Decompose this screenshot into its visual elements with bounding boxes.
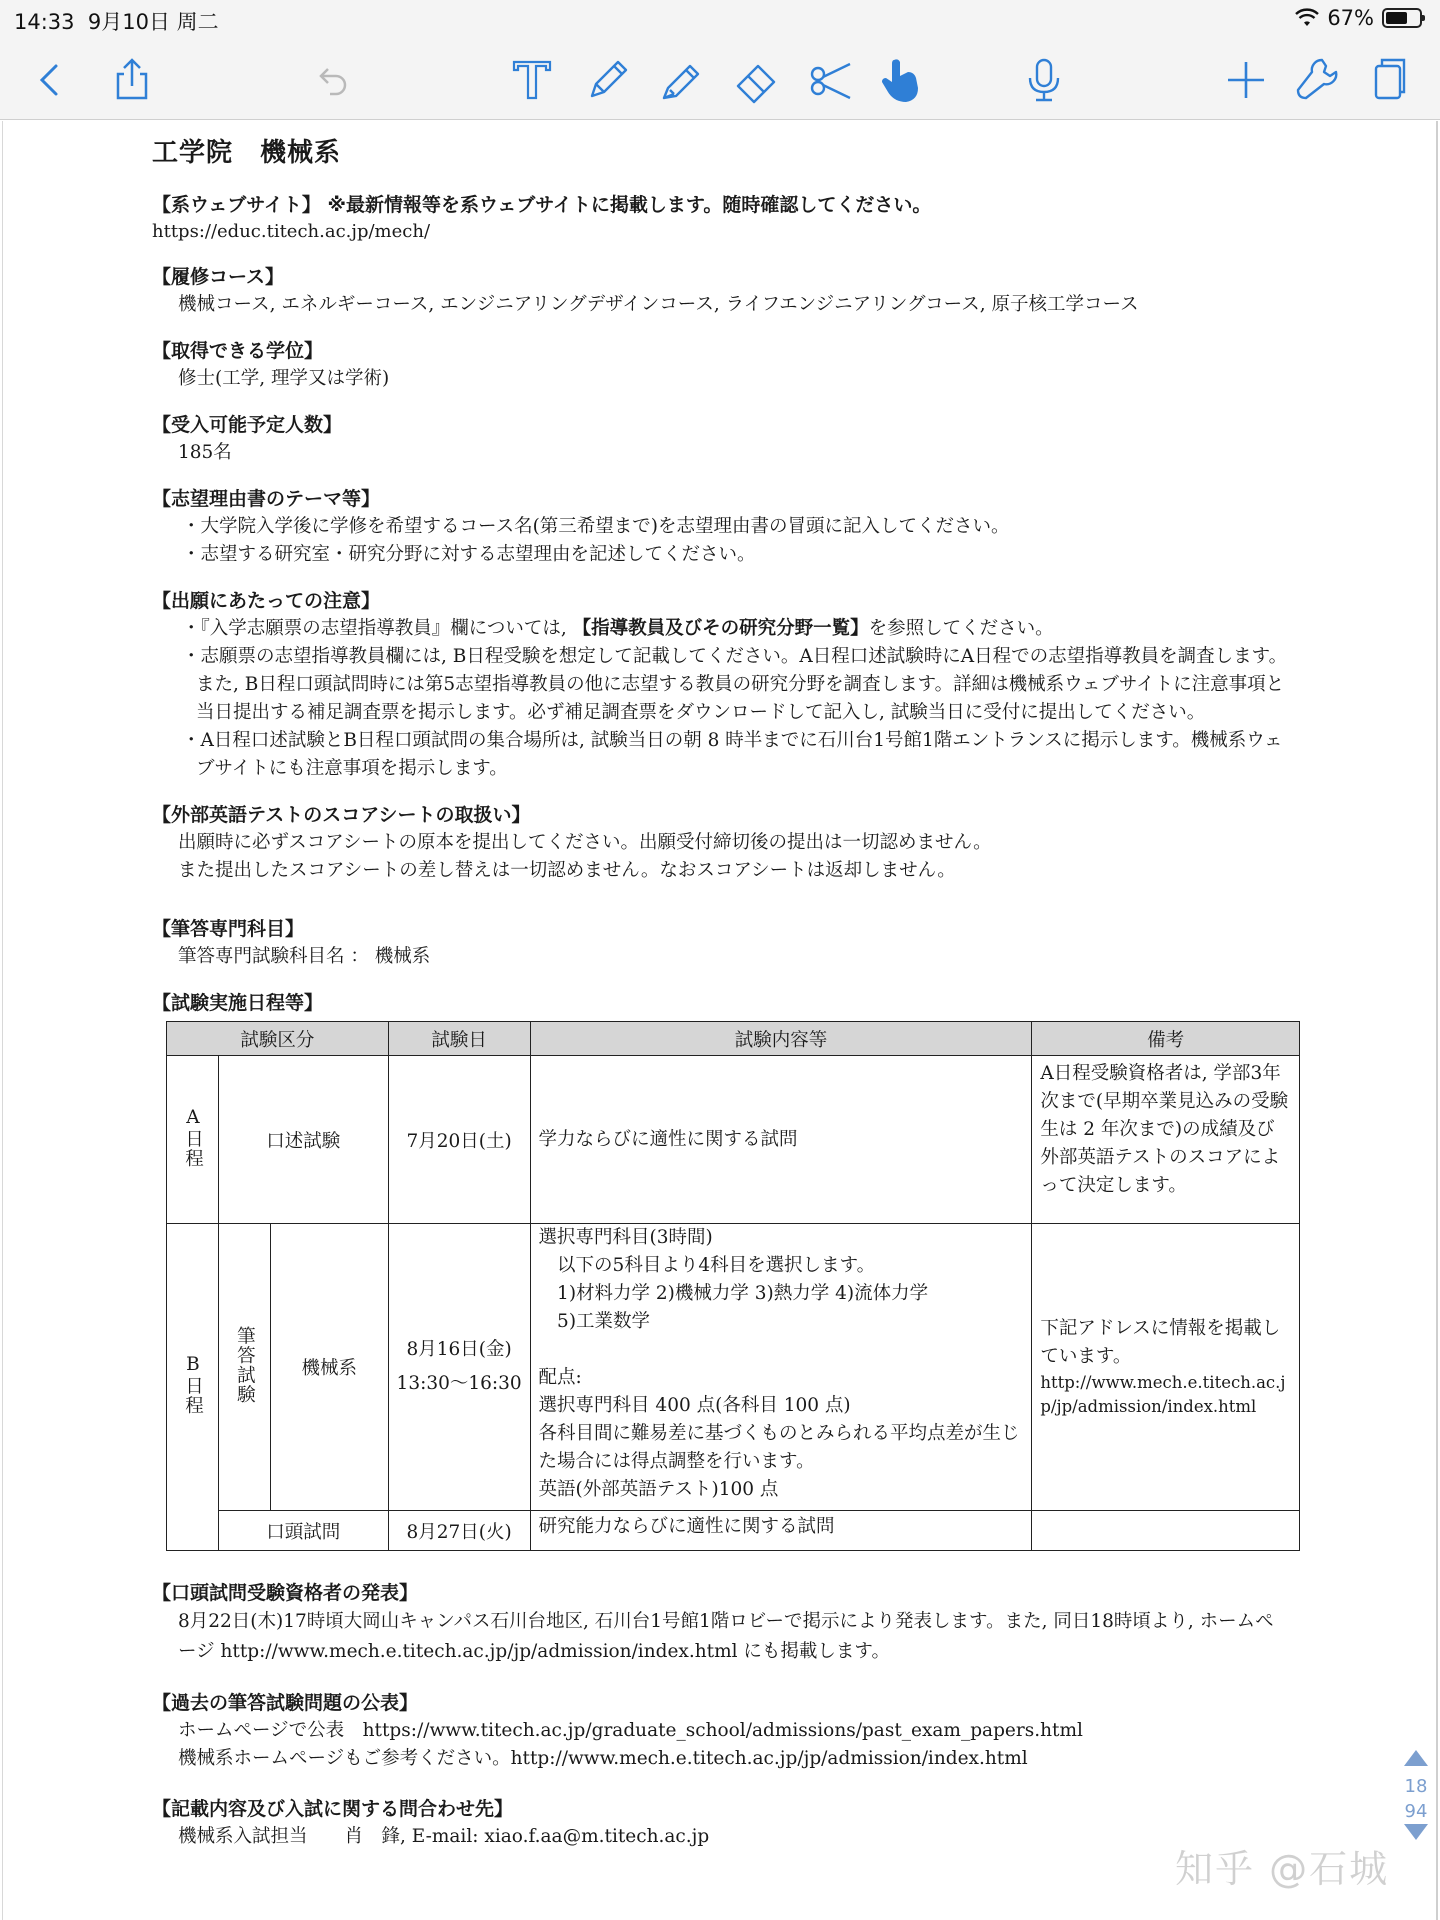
undo-icon[interactable] bbox=[300, 48, 364, 112]
section-heading: 【志望理由書のテーマ等】 bbox=[152, 488, 381, 510]
section-written bbox=[152, 915, 1292, 971]
table-cell bbox=[1032, 1511, 1300, 1551]
list-item: ・志願票の志望指導教員欄には, B日程受験を想定して記載してください。A日程口述試験時にA日程での志望指導教員を調査します。また, B日程口頭試問時には第5志望指導教員の他に志望する教員の研究分野を調査します。詳細は機械系ウェブサイトに注意事項と当日提出する補足調査票を掲示します。必ず補足調査票をダウンロードして記入し, 試験当日に受付に提出してください。 bbox=[182, 646, 1288, 723]
section-courses bbox=[152, 263, 1292, 319]
hand-icon[interactable] bbox=[868, 48, 932, 112]
wifi-icon bbox=[1295, 8, 1319, 28]
bold-reference: 【指導教員及びその研究分野一覧】 bbox=[572, 618, 869, 639]
table-cell: 筆答試験 bbox=[218, 1224, 270, 1511]
text-tool-icon[interactable] bbox=[500, 48, 564, 112]
page-edge-left bbox=[2, 121, 3, 1920]
battery-percent: 67% bbox=[1327, 6, 1374, 30]
section-schedule bbox=[152, 989, 1292, 1551]
watermark: 知乎 @石城 bbox=[1175, 1847, 1390, 1891]
page-indicator[interactable] bbox=[1398, 1750, 1434, 1840]
column-header: 試験内容等 bbox=[530, 1022, 1032, 1056]
table-cell: 学力ならびに適性に関する試問 bbox=[530, 1056, 1032, 1224]
eraser-icon[interactable] bbox=[724, 48, 788, 112]
table-cell: A日程受験資格者は, 学部3年次まで(早期卒業見込みの受験生は 2 年次まで)の成績及び外部英語テストのスコアによって決定します。 bbox=[1032, 1056, 1300, 1224]
column-header: 試験区分 bbox=[167, 1022, 389, 1056]
highlighter-icon[interactable] bbox=[650, 48, 714, 112]
section-website bbox=[152, 191, 1292, 245]
section-text: 機械系入試担当 肖 鋒, E-mail: xiao.f.aa@m.titech.ac.jp bbox=[178, 1826, 710, 1847]
section-past bbox=[152, 1689, 1292, 1773]
section-heading: 【口頭試問受験資格者の発表】 bbox=[152, 1582, 419, 1604]
page-title: 工学院 機械系 bbox=[152, 138, 342, 168]
table-cell: 口述試験 bbox=[218, 1056, 388, 1224]
microphone-icon[interactable] bbox=[1012, 48, 1076, 112]
note-url[interactable]: http://www.mech.e.titech.ac.jp/jp/admission/index.html bbox=[1040, 1373, 1286, 1416]
section-text: 機械系ホームページもご参考ください。http://www.mech.e.titech.ac.jp/jp/admission/index.html bbox=[178, 1748, 1028, 1769]
share-icon[interactable] bbox=[100, 48, 164, 112]
section-heading: 【記載内容及び入試に関する問合わせ先】 bbox=[152, 1798, 514, 1820]
schedule-table bbox=[166, 1021, 1300, 1551]
section-degree bbox=[152, 337, 1292, 393]
section-text: 修士(工学, 理学又は学術) bbox=[178, 368, 390, 389]
table-cell: 選択専門科目(3時間) 以下の5科目より4科目を選択します。 1)材料力学 2)機械力学 3)熱力学 4)流体力学 5)工業数学 配点: 選択専門科目 400 点(各科目 100 点) 各科目間に難易差に基づくものとみられる平均点差が生じた場合には得点調整を行います。 英語(外部英語テスト)100 点 bbox=[530, 1224, 1032, 1511]
section-text: また提出したスコアシートの差し替えは一切認めません。なおスコアシートは返却しません。 bbox=[178, 860, 956, 881]
section-text: 8月22日(木)17時頃大岡山キャンパス石川台地区, 石川台1号館1階ロビーで掲示により発表します。また, 同日18時頃より, ホームページ http://www.mech.e.titech.ac.jp/jp/admission/index.html にも掲載します。 bbox=[178, 1611, 1274, 1662]
battery-icon bbox=[1382, 8, 1422, 28]
add-icon[interactable] bbox=[1214, 48, 1278, 112]
table-cell: 8月27日(火) bbox=[388, 1511, 530, 1551]
pen-icon[interactable] bbox=[576, 48, 640, 112]
table-row bbox=[167, 1224, 1300, 1511]
section-text: 筆答専門試験科目名 ： 機械系 bbox=[178, 946, 431, 967]
table-cell: 口頭試問 bbox=[218, 1511, 388, 1551]
column-header: 試験日 bbox=[388, 1022, 530, 1056]
section-heading: 【外部英語テストのスコアシートの取扱い】 bbox=[152, 804, 531, 826]
page-edge-right bbox=[1436, 121, 1438, 1920]
section-theme bbox=[152, 485, 1292, 569]
section-heading: 【系ウェブサイト】 ※最新情報等を系ウェブサイトに掲載します。随時確認してください。 bbox=[152, 194, 932, 216]
list-item: ・志望する研究室・研究分野に対する志望理由を記述してください。 bbox=[182, 544, 756, 565]
table-cell: 研究能力ならびに適性に関する試問 bbox=[530, 1511, 1032, 1551]
section-text: 出願時に必ずスコアシートの原本を提出してください。出願受付締切後の提出は一切認めません。 bbox=[178, 832, 992, 853]
section-text: 機械コース, エネルギーコース, エンジニアリングデザインコース, ライフエンジニアリングコース, 原子核工学コース bbox=[178, 294, 1139, 315]
table-cell: 下記アドレスに情報を掲載しています。 http://www.mech.e.titech.ac.jp/jp/admission/index.html bbox=[1032, 1224, 1300, 1511]
document-content bbox=[152, 132, 1292, 1869]
back-icon[interactable] bbox=[18, 48, 82, 112]
section-heading: 【出願にあたっての注意】 bbox=[152, 590, 381, 612]
section-heading: 【受入可能予定人数】 bbox=[152, 414, 343, 436]
table-cell: 7月20日(土) bbox=[388, 1056, 530, 1224]
pages-icon[interactable] bbox=[1358, 48, 1422, 112]
section-heading: 【取得できる学位】 bbox=[152, 340, 324, 362]
status-bar bbox=[0, 0, 1440, 40]
scissors-icon[interactable] bbox=[800, 48, 864, 112]
table-header-row bbox=[167, 1022, 1300, 1056]
table-cell: A日程 bbox=[167, 1056, 219, 1224]
section-contact bbox=[152, 1795, 1292, 1851]
table-cell: 機械系 bbox=[270, 1224, 388, 1511]
section-heading: 【試験実施日程等】 bbox=[152, 992, 324, 1014]
website-url[interactable]: https://educ.titech.ac.jp/mech/ bbox=[152, 221, 431, 242]
status-time: 14:33 9月10日 周二 bbox=[14, 10, 219, 34]
section-announce bbox=[152, 1579, 1292, 1667]
table-row bbox=[167, 1056, 1300, 1224]
list-item: ・大学院入学後に学修を希望するコース名(第三希望まで)を志望理由書の冒頭に記入してください。 bbox=[182, 516, 1010, 537]
section-capacity bbox=[152, 411, 1292, 467]
current-page: 18 bbox=[1404, 1776, 1428, 1797]
section-english bbox=[152, 801, 1292, 885]
section-heading: 【履修コース】 bbox=[152, 266, 285, 288]
section-heading: 【過去の筆答試験問題の公表】 bbox=[152, 1692, 419, 1714]
total-pages: 94 bbox=[1404, 1801, 1428, 1822]
page-down-icon[interactable] bbox=[1404, 1824, 1428, 1840]
table-cell: 8月16日(金) 13:30〜16:30 bbox=[388, 1224, 530, 1511]
table-row bbox=[167, 1511, 1300, 1551]
status-right bbox=[1295, 6, 1422, 30]
toolbar bbox=[0, 40, 1440, 120]
section-notice bbox=[152, 587, 1292, 783]
section-heading: 【筆答専門科目】 bbox=[152, 918, 305, 940]
section-text: 185名 bbox=[178, 442, 232, 463]
settings-icon[interactable] bbox=[1284, 48, 1348, 112]
column-header: 備考 bbox=[1032, 1022, 1300, 1056]
list-item: ・A日程口述試験とB日程口頭試問の集合場所は, 試験当日の朝 8 時半までに石川台1号館1階エントランスに掲示します。機械系ウェブサイトにも注意事項を掲示します。 bbox=[182, 730, 1283, 779]
list-item: ・『入学志願票の志望指導教員』欄については, 【指導教員及びその研究分野一覧】を参照してください。 bbox=[182, 618, 1054, 639]
table-cell: B日程 bbox=[167, 1224, 219, 1551]
page-up-icon[interactable] bbox=[1404, 1750, 1428, 1766]
section-text: ホームページで公表 https://www.titech.ac.jp/graduate_school/admissions/past_exam_papers.html bbox=[178, 1720, 1083, 1741]
